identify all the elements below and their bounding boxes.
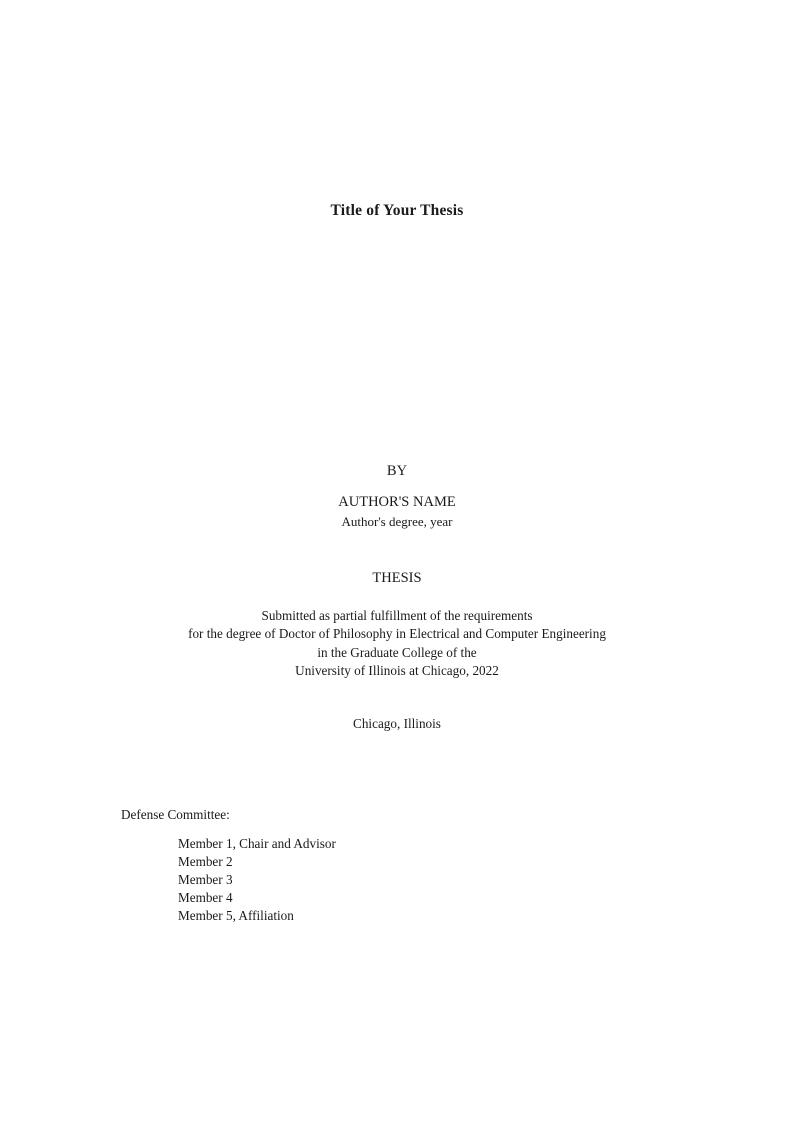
list-item: Member 2 — [178, 854, 233, 869]
city-location: Chicago, Illinois — [353, 716, 441, 731]
submission-line-3: in the Graduate College of the — [317, 644, 477, 660]
submission-line-1: Submitted as partial fulfillment of the requirements — [261, 608, 533, 623]
committee-member-list — [178, 835, 336, 925]
submission-statement — [0, 607, 794, 680]
list-item: Member 5, Affiliation — [178, 908, 294, 923]
author-name: AUTHOR'S NAME — [338, 494, 456, 510]
list-item: Member 4 — [178, 890, 233, 905]
list-item: Member 1, Chair and Advisor — [178, 836, 336, 851]
by-label: BY — [386, 463, 408, 479]
author-degree: Author's degree, year — [341, 514, 453, 529]
submission-line-2: for the degree of Doctor of Philosophy in Electrical and Computer Engineering — [188, 626, 606, 642]
thesis-label: THESIS — [372, 570, 422, 586]
page-title: Title of Your Thesis — [330, 202, 464, 219]
list-item: Member 3 — [178, 872, 233, 887]
submission-line-4: University of Illinois at Chicago, 2022 — [295, 662, 499, 678]
committee-heading: Defense Committee: — [121, 807, 230, 822]
